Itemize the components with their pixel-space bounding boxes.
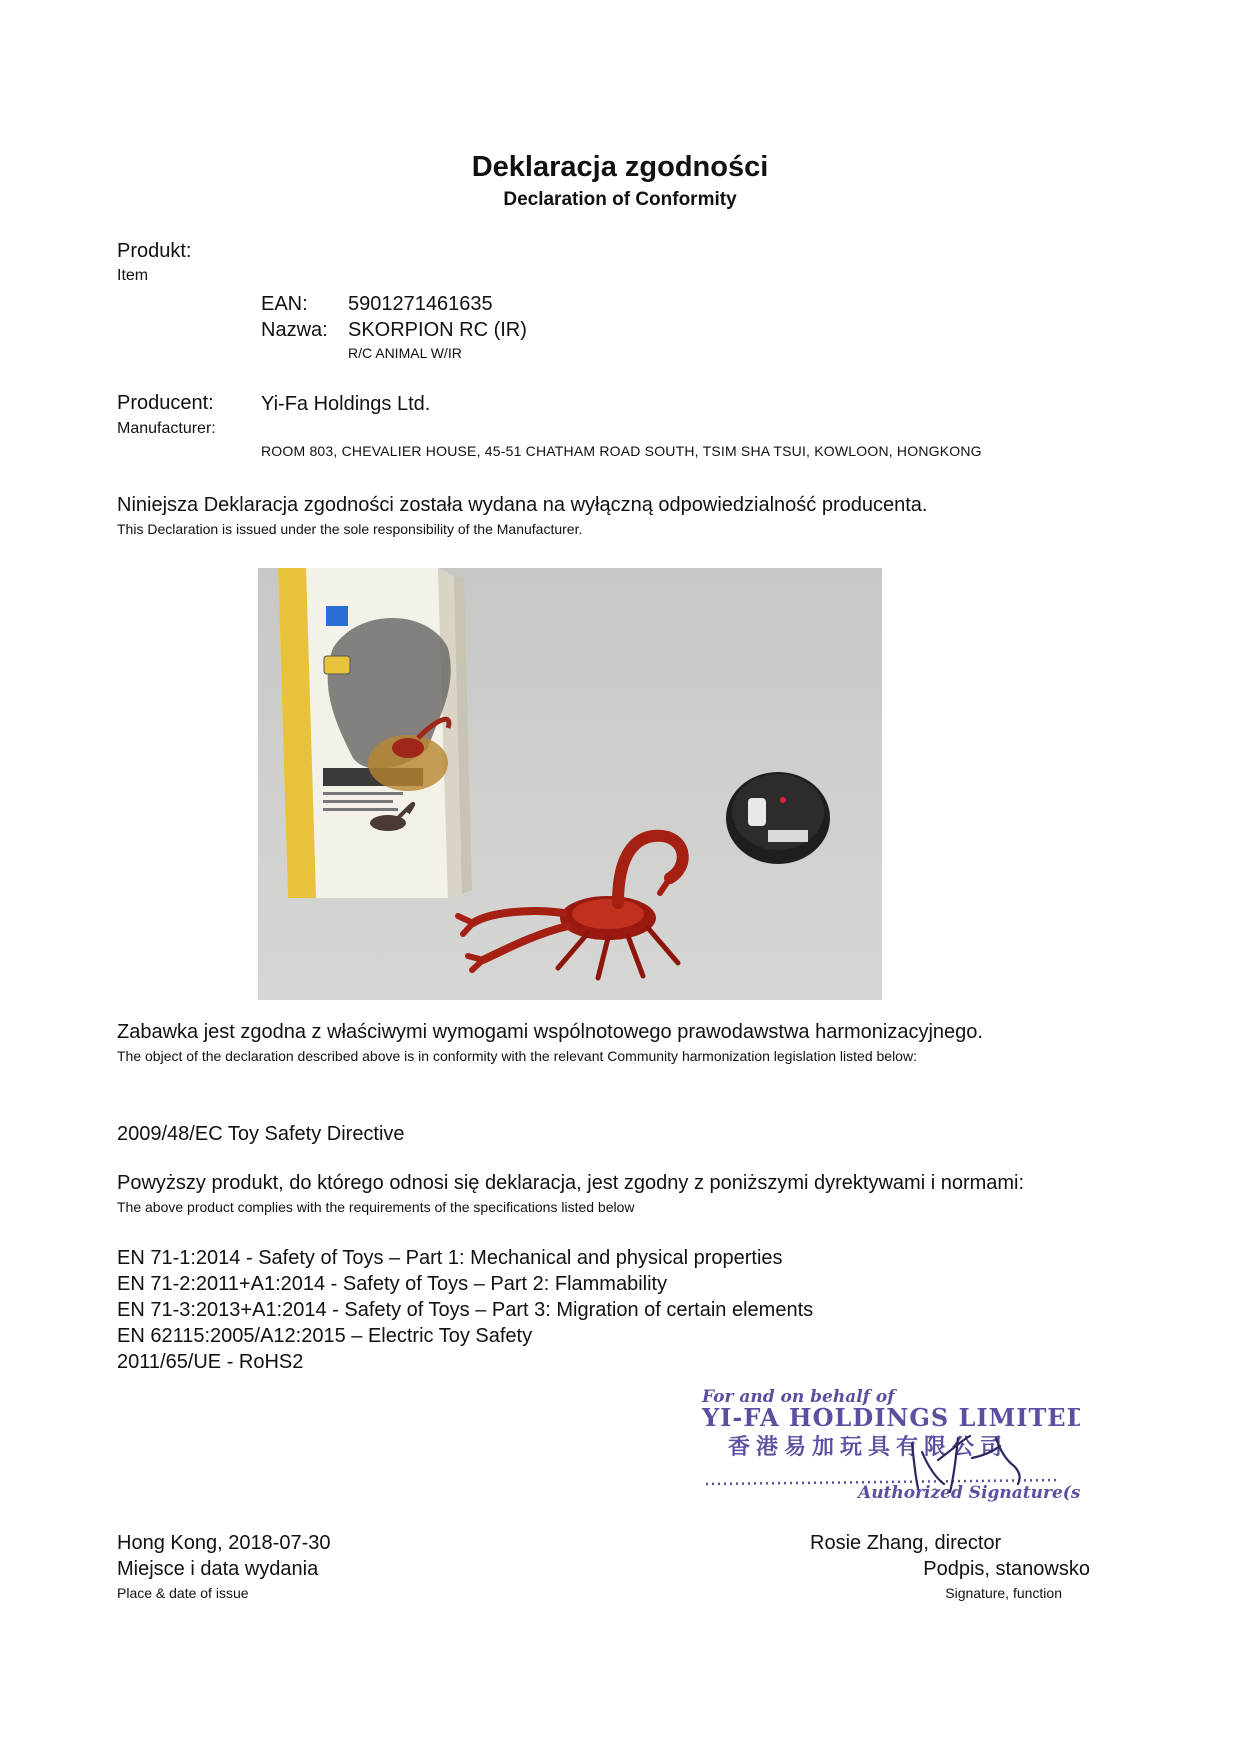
manufacturer-address: ROOM 803, CHEVALIER HOUSE, 45-51 CHATHAM ROAD SOUTH, TSIM SHA TSUI, KOWLOON, HONGKONG bbox=[261, 443, 982, 459]
responsibility-statement-pl: Niniejsza Deklaracja zgodności została wydana na wyłączną odpowiedzialność producenta. bbox=[117, 494, 928, 516]
manufacturer-name: Yi-Fa Holdings Ltd. bbox=[261, 393, 431, 415]
standard-item: 2011/65/UE - RoHS2 bbox=[117, 1351, 304, 1373]
svg-text:Authorized Signature(s): Authorized Signature(s) bbox=[858, 1483, 1080, 1503]
signature-label-pl: Podpis, stanowsko bbox=[923, 1558, 1090, 1580]
name-label: Nazwa: bbox=[261, 319, 328, 341]
standard-item: EN 71-1:2014 - Safety of Toys – Part 1: Mechanical and physical properties bbox=[117, 1247, 783, 1269]
conformity-statement-pl: Zabawka jest zgodna z właściwymi wymogami wspólnotowego prawodawstwa harmonizacyjnego. bbox=[117, 1021, 983, 1043]
standards-intro-pl: Powyższy produkt, do którego odnosi się deklaracja, jest zgodny z poniższymi dyrektywami i normami: bbox=[117, 1172, 1025, 1194]
place-date: Hong Kong, 2018-07-30 bbox=[117, 1532, 331, 1554]
standard-item: EN 62115:2005/A12:2015 – Electric Toy Safety bbox=[117, 1325, 533, 1347]
standards-intro-en: The above product complies with the requirements of the specifications listed below bbox=[117, 1199, 635, 1215]
signature-label-en: Signature, function bbox=[945, 1585, 1062, 1601]
company-stamp bbox=[700, 1380, 1080, 1510]
product-photo bbox=[258, 568, 882, 1000]
ean-value: 5901271461635 bbox=[348, 293, 493, 315]
standard-item: EN 71-2:2011+A1:2014 - Safety of Toys – Part 2: Flammability bbox=[117, 1273, 668, 1295]
place-date-label-pl: Miejsce i data wydania bbox=[117, 1558, 319, 1580]
svg-text:YI-FA HOLDINGS LIMITED: YI-FA HOLDINGS LIMITED bbox=[702, 1403, 1080, 1432]
name-value: SKORPION RC (IR) bbox=[348, 319, 527, 341]
ean-label: EAN: bbox=[261, 293, 308, 315]
standard-item: EN 71-3:2013+A1:2014 - Safety of Toys – Part 3: Migration of certain elements bbox=[117, 1299, 814, 1321]
product-label: Produkt: bbox=[117, 240, 192, 262]
document-title: Deklaracja zgodności bbox=[471, 151, 769, 183]
place-date-label-en: Place & date of issue bbox=[117, 1585, 249, 1601]
svg-text:For and on behalf of: For and on behalf of bbox=[702, 1387, 895, 1407]
conformity-statement-en: The object of the declaration described above is in conformity with the relevant Community harmonization legislation listed below: bbox=[117, 1048, 917, 1064]
product-label-en: Item bbox=[117, 267, 149, 284]
manufacturer-label: Producent: bbox=[117, 392, 214, 414]
directive: 2009/48/EC Toy Safety Directive bbox=[117, 1123, 405, 1145]
manufacturer-label-en: Manufacturer: bbox=[117, 420, 216, 437]
svg-text:香港易加玩具有限公司: 香港易加玩具有限公司 bbox=[728, 1434, 1009, 1460]
signatory: Rosie Zhang, director bbox=[810, 1532, 1002, 1554]
document-subtitle: Declaration of Conformity bbox=[503, 189, 737, 210]
responsibility-statement-en: This Declaration is issued under the sole responsibility of the Manufacturer. bbox=[117, 521, 583, 537]
name-subtitle: R/C ANIMAL W/IR bbox=[348, 345, 462, 361]
